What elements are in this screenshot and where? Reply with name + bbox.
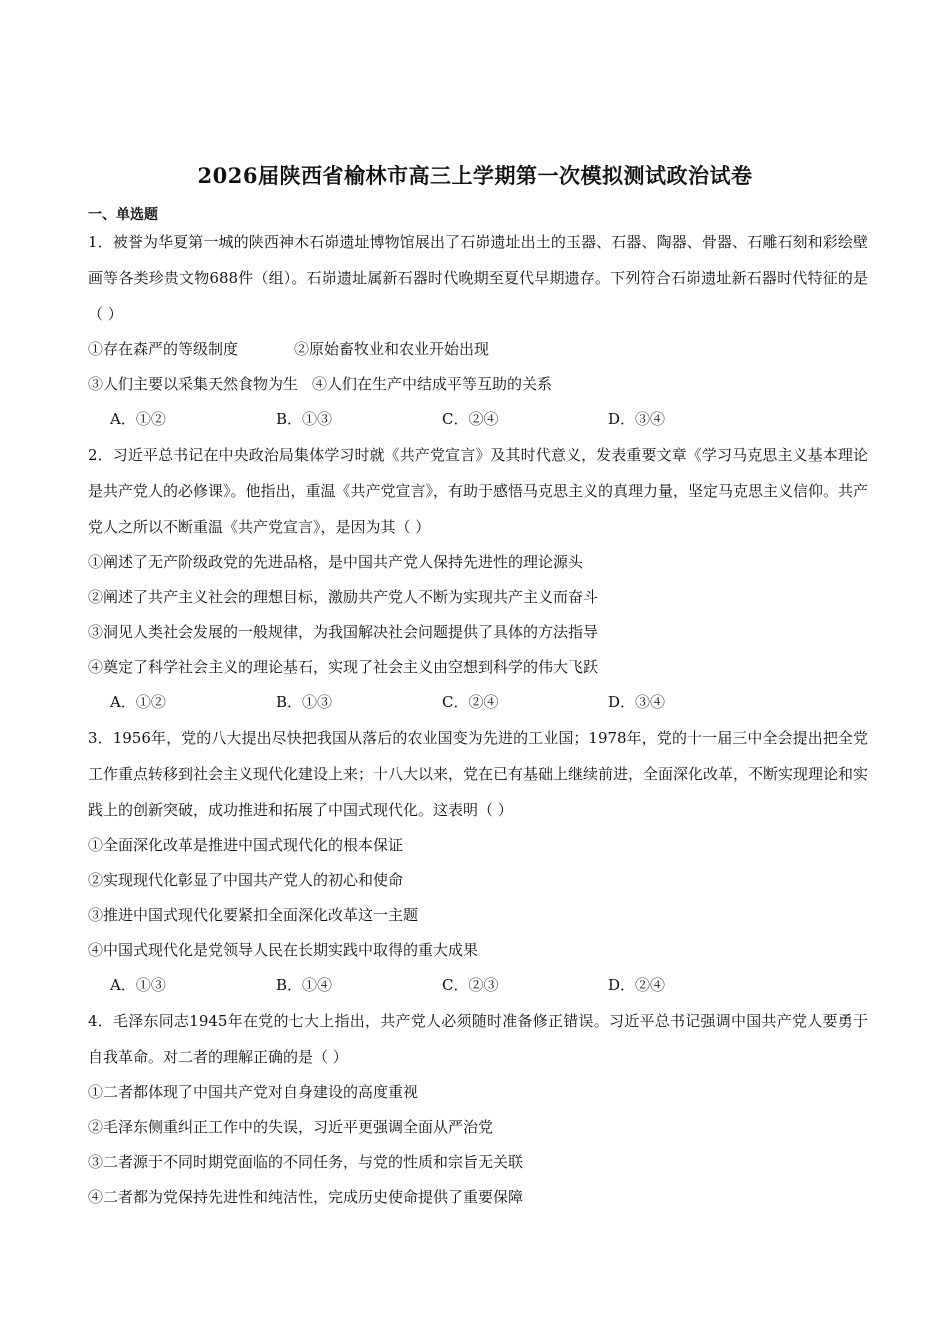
statement-item: ②实现现代化彰显了中国共产党人的初心和使命 (88, 871, 404, 889)
section-heading: 一、单选题 (88, 207, 158, 223)
statement-item: ③推进中国式现代化要紧扣全面深化改革这一主题 (88, 906, 419, 924)
statement-item: ③二者源于不同时期党面临的不同任务，与党的性质和宗旨无关联 (88, 1153, 524, 1171)
statement-item: ①全面深化改革是推进中国式现代化的根本保证 (88, 836, 404, 854)
choice-a[interactable]: A．①② (110, 410, 166, 428)
choice-c[interactable]: C．②④ (442, 693, 499, 711)
choice-d[interactable]: D．③④ (608, 410, 666, 428)
statement-item: ①存在森严的等级制度 (88, 340, 239, 358)
statement-item: ②原始畜牧业和农业开始出现 (294, 340, 490, 358)
choice-b[interactable]: B．①③ (276, 410, 333, 428)
question-2 (88, 437, 868, 720)
question-stem: 4．毛泽东同志1945年在党的七大上指出，共产党人必须随时准备修正错误。习近平总书记强调中国共产党人要勇于自我革命。对二者的理解正确的是（ ） (88, 1012, 868, 1066)
question-list (88, 224, 868, 1215)
question-stem: 1．被誉为华夏第一城的陕西神木石峁遗址博物馆展出了石峁遗址出土的玉器、石器、陶器、骨器、石雕石刻和彩绘壁画等各类珍贵文物688件（组）。石峁遗址属新石器时代晚期至夏代早期遗存。下列符合石峁遗址新石器时代特征的是（ ） (88, 233, 868, 323)
page-title: 2026届陕西省榆林市高三上学期第一次模拟测试政治试卷 (197, 163, 753, 188)
statement-item: ④二者都为党保持先进性和纯洁性，完成历史使命提供了重要保障 (88, 1188, 524, 1206)
choice-b[interactable]: B．①④ (276, 976, 333, 994)
statement-item: ①二者都体现了中国共产党对自身建设的高度重视 (88, 1083, 419, 1101)
choice-c[interactable]: C．②④ (442, 410, 499, 428)
statement-row (88, 367, 868, 402)
statement-item: ④中国式现代化是党领导人民在长期实践中取得的重大成果 (88, 941, 479, 959)
choice-d[interactable]: D．②④ (608, 976, 666, 994)
choice-a[interactable]: A．①③ (110, 976, 166, 994)
statement-row (88, 332, 868, 367)
choice-b[interactable]: B．①③ (276, 693, 333, 711)
question-3 (88, 720, 868, 1003)
choice-a[interactable]: A．①② (110, 693, 166, 711)
choice-c[interactable]: C．②③ (442, 976, 499, 994)
statement-item: ④人们在生产中结成平等互助的关系 (312, 375, 553, 393)
choice-d[interactable]: D．③④ (608, 693, 666, 711)
statement-item: ③洞见人类社会发展的一般规律，为我国解决社会问题提供了具体的方法指导 (88, 623, 599, 641)
statement-item: ④奠定了科学社会主义的理论基石，实现了社会主义由空想到科学的伟大飞跃 (88, 658, 599, 676)
statement-item: ①阐述了无产阶级政党的先进品格，是中国共产党人保持先进性的理论源头 (88, 553, 584, 571)
answer-choices (88, 685, 868, 720)
question-stem: 2．习近平总书记在中央政治局集体学习时就《共产党宣言》及其时代意义，发表重要文章《学习马克思主义基本理论是共产党人的必修课》。他指出，重温《共产党宣言》，有助于感悟马克思主义的真理力量，坚定马克思主义信仰。共产党人之所以不断重温《共产党宣言》，是因为其（ ） (88, 446, 869, 536)
answer-choices (88, 968, 868, 1003)
statement-item: ③人们主要以采集天然食物为生 (88, 375, 299, 393)
statement-item: ②阐述了共产主义社会的理想目标，激励共产党人不断为实现共产主义而奋斗 (88, 588, 599, 606)
question-4 (88, 1003, 868, 1215)
question-1 (88, 224, 868, 437)
statement-item: ②毛泽东侧重纠正工作中的失误，习近平更强调全面从严治党 (88, 1118, 494, 1136)
answer-choices (88, 402, 868, 437)
question-stem: 3．1956年，党的八大提出尽快把我国从落后的农业国变为先进的工业国；1978年，党的十一届三中全会提出把全党工作重点转移到社会主义现代化建设上来；十八大以来，党在已有基础上继续前进，全面深化改革，不断实现理论和实践上的创新突破，成功推进和拓展了中国式现代化。这表明（ ） (88, 729, 869, 819)
